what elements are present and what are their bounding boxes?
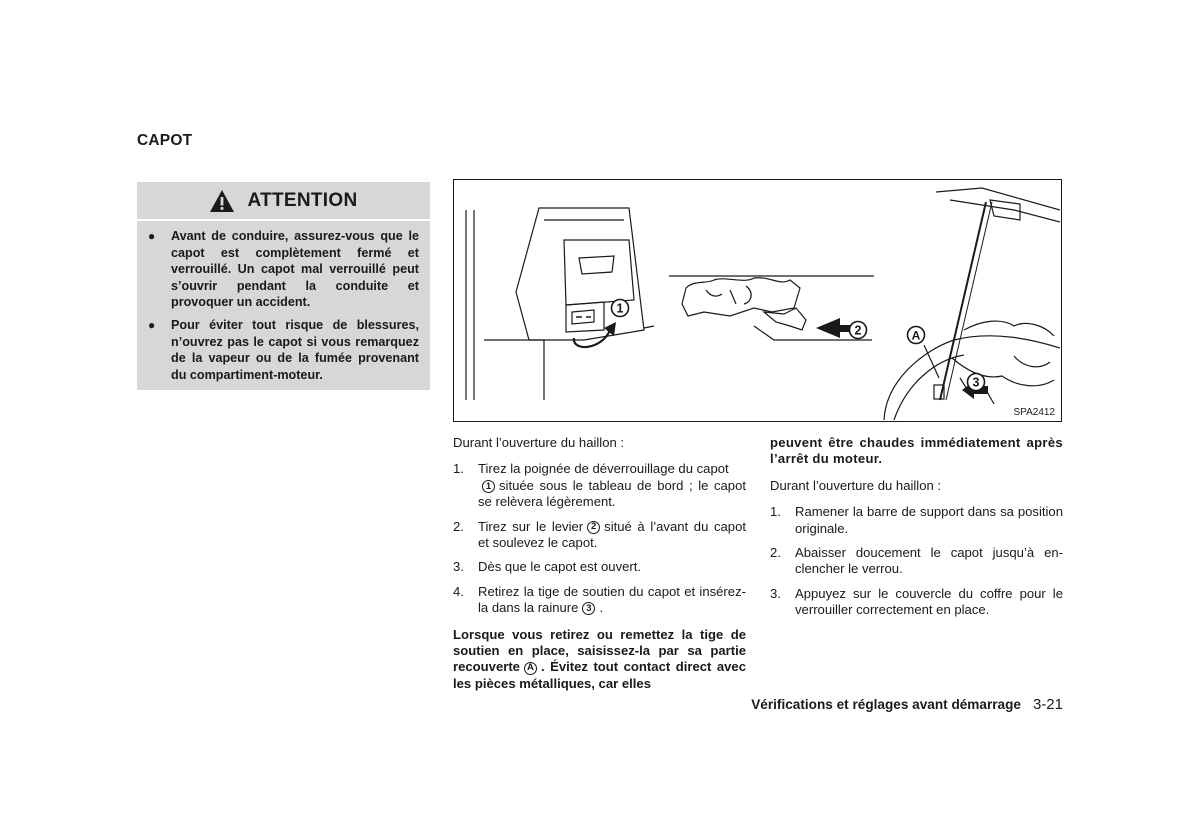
footer-title: Vérifications et réglages avant démarrage [751, 697, 1021, 712]
warning-text: Lorsque vous retirez ou remettez la tige de soutien en place, saisissez-la par sa partie recouverte A . Évitez tout contact direct avec les pièces métalliques, car elles [453, 626, 746, 691]
attention-list [137, 228, 430, 389]
svg-text:2: 2 [854, 323, 862, 338]
svg-text:A: A [911, 328, 921, 343]
figure-code: SPA2412 [1013, 407, 1055, 418]
attention-item: ● Avant de conduire, assurez-vous que le capot est complètement fermé et verrouillé. Un capot mal verrouillé peut s’ouvrir pendant la conduite et provoquer un accident. [148, 229, 419, 310]
attention-label: ATTENTION [247, 189, 358, 211]
step-item: 1. Ramener la barre de support dans sa position originale. [770, 504, 1063, 536]
callout-2 [848, 320, 868, 340]
page-number: 3-21 [1032, 696, 1063, 713]
marker-icon: 2 [587, 521, 600, 534]
attention-box [137, 182, 430, 390]
bullet-icon: ● [148, 229, 156, 243]
warning-continued: peuvent être chaudes immédiatement après l’arrêt du moteur. [770, 435, 1063, 467]
bullet-icon: ● [148, 317, 156, 332]
right-column [770, 435, 1063, 619]
callout-3 [966, 372, 986, 392]
open-steps-list [453, 461, 746, 616]
close-steps-list [770, 504, 1063, 618]
left-column [453, 435, 746, 692]
attention-item: ● Pour éviter tout risque de blessures, n’ouvrez pas le capot si vous remarquez de la vapeur ou de la fumée provenant du compartiment-moteur. [148, 317, 419, 382]
step-item: 3. Appuyez sur le couvercle du coffre pour le verrouiller correctement en place. [770, 585, 1063, 618]
warning-icon [209, 189, 235, 213]
step-item: 2. Abaisser doucement le capot jusqu’à en-clencher le verrou. [770, 545, 1063, 577]
marker-icon: A [524, 662, 537, 675]
marker-icon: 1 [482, 480, 495, 493]
intro-text: Durant l’ouverture du haillon : [453, 435, 625, 450]
marker-icon: 3 [582, 602, 595, 615]
page-footer [745, 697, 1063, 713]
attention-header [137, 182, 430, 221]
callout-a [906, 325, 926, 345]
section-title: CAPOT [137, 132, 193, 149]
svg-text:3: 3 [972, 375, 980, 390]
svg-text:1: 1 [616, 301, 624, 316]
hood-illustration [453, 179, 1062, 422]
callout-1 [610, 298, 630, 318]
intro-text: Durant l’ouverture du haillon : [770, 477, 942, 493]
step-item: 2. Tirez sur le levier 2 situé à l’avant du capot et soulevez le capot. [453, 518, 746, 551]
step-item: 3. Dès que le capot est ouvert. [453, 559, 642, 575]
step-item: 4. Retirez la tige de soutien du capot et insérez-la dans la rainure 3 . [453, 583, 746, 616]
step-item: 1. Tirez la poignée de déverrouillage du capot 1 située sous le tableau de bord ; le capot se relèvera légèrement. [453, 461, 746, 510]
